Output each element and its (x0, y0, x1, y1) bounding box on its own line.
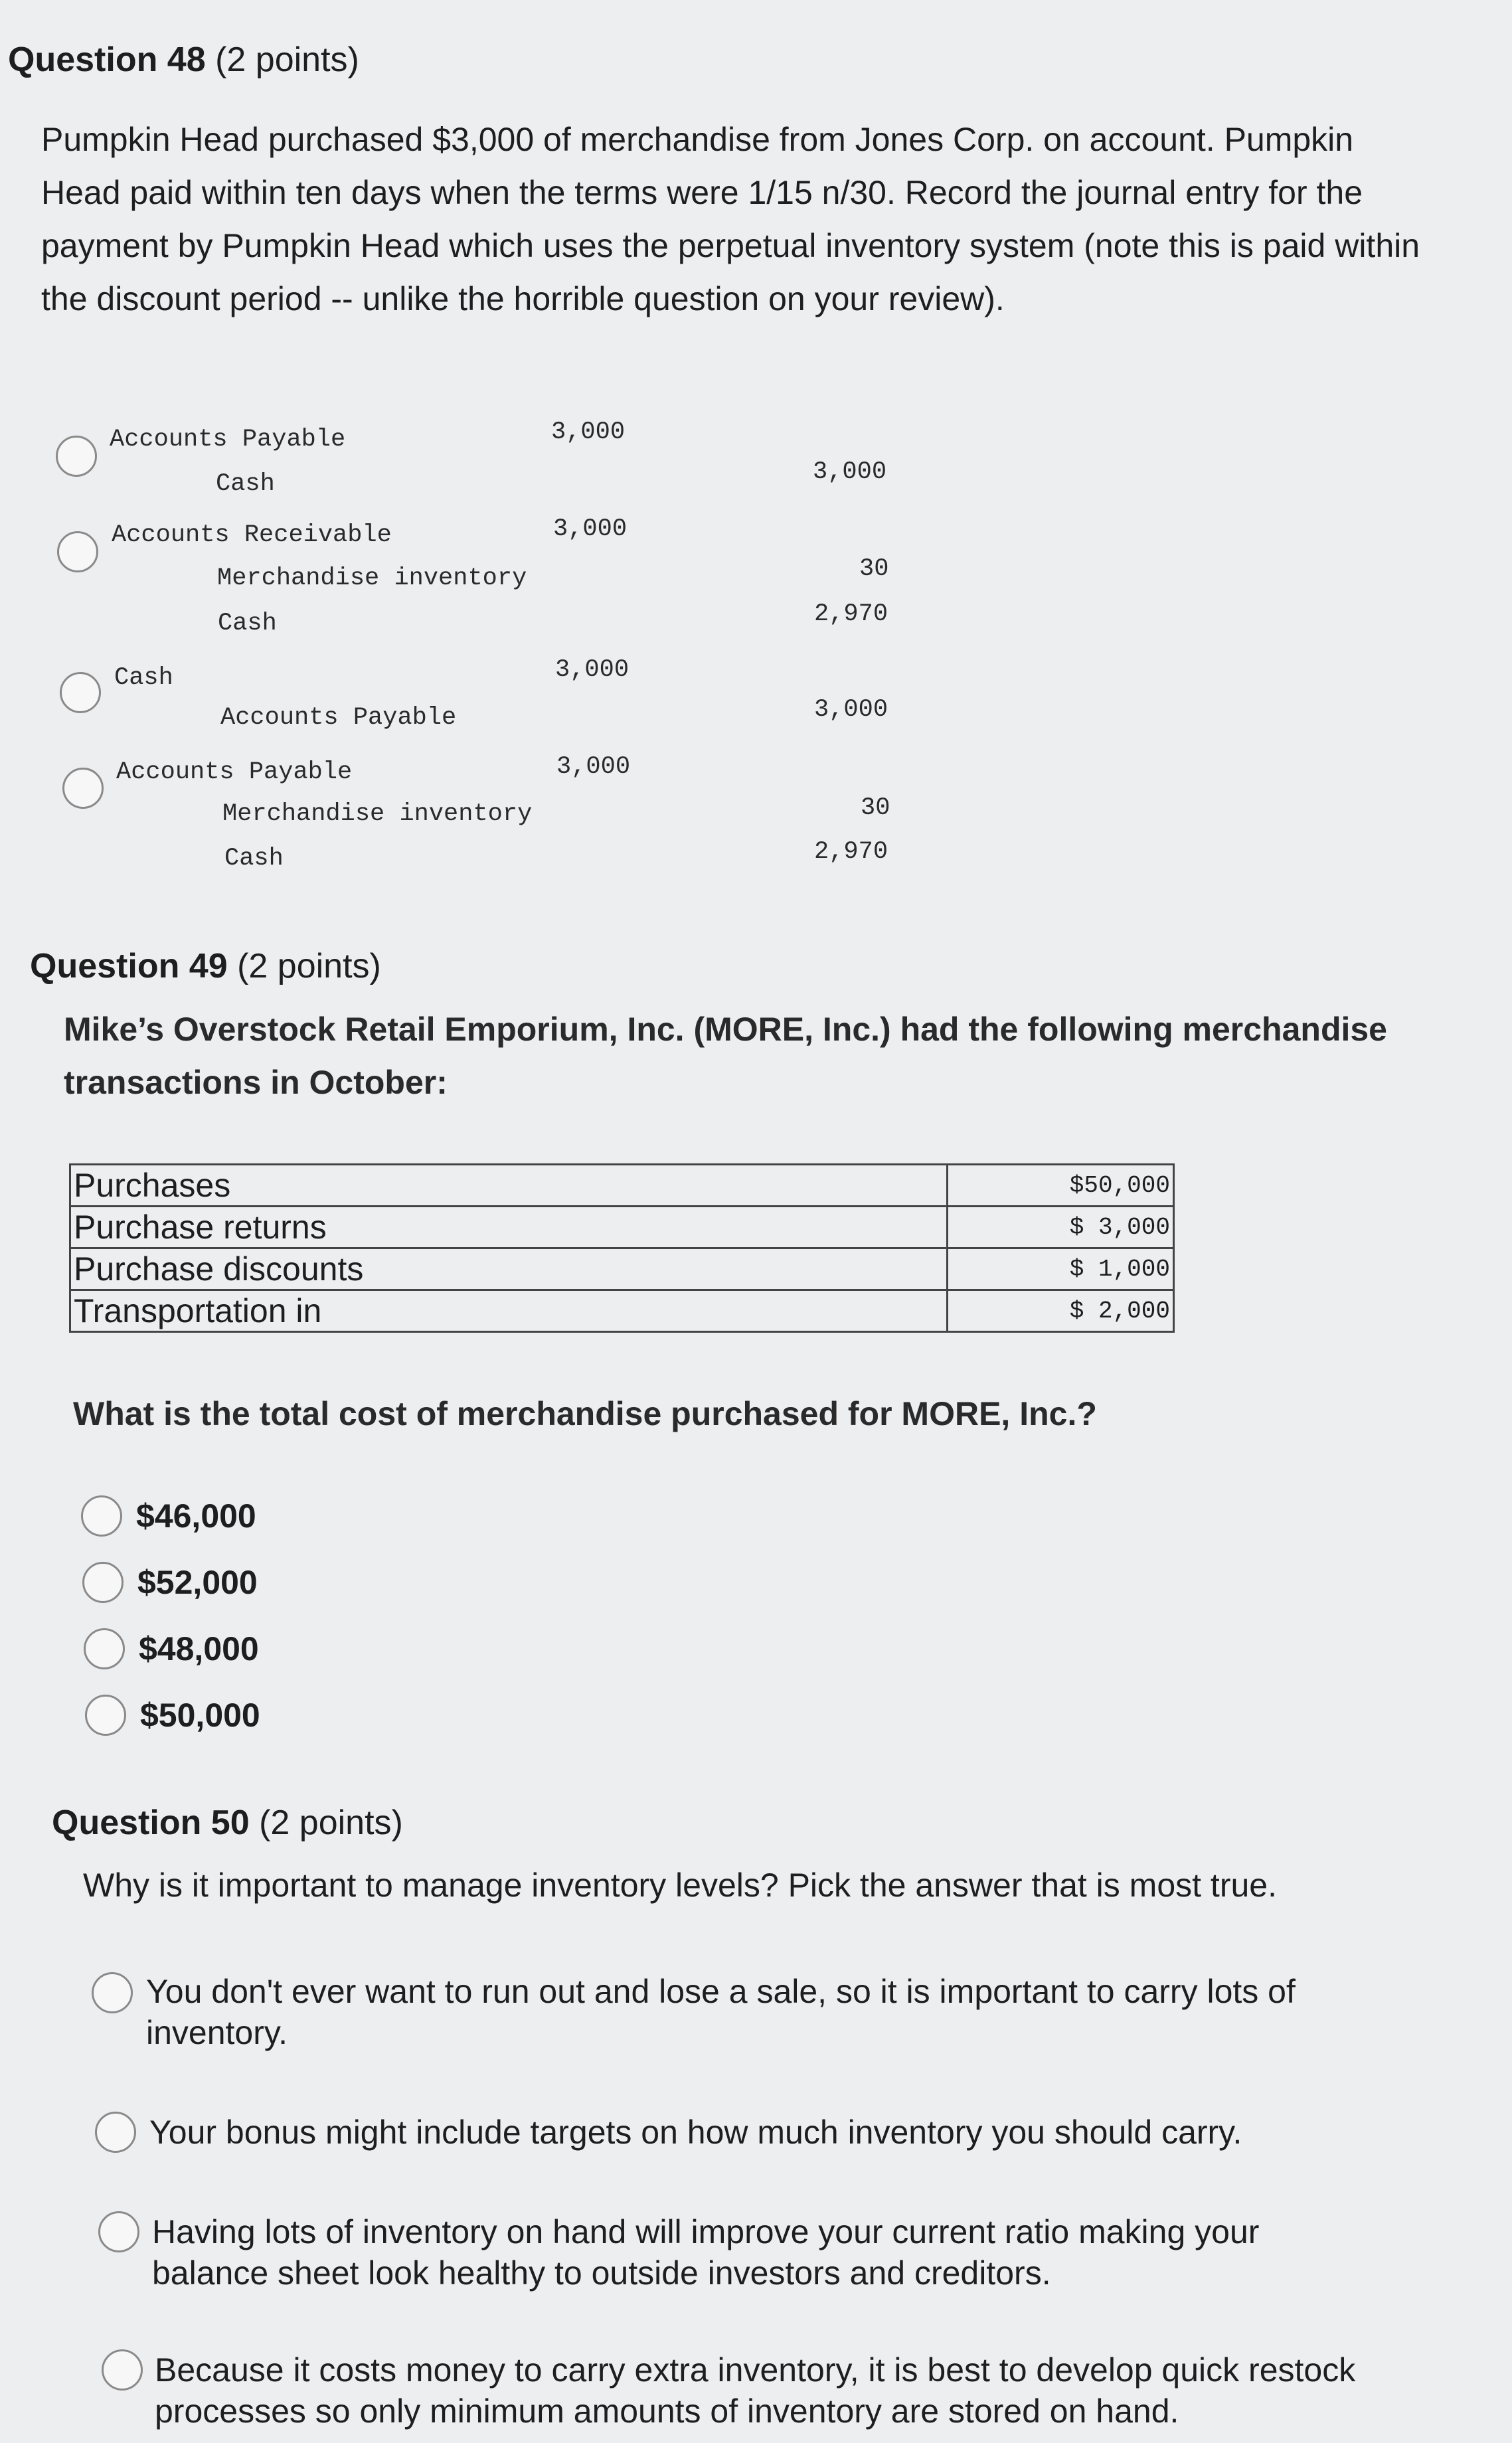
q49-number: Question 49 (30, 947, 228, 985)
table-cell-value: $ 2,000 (948, 1290, 1174, 1332)
account-name: Cash (216, 470, 275, 498)
transactions-table (69, 1163, 1175, 1333)
radio-button[interactable] (62, 768, 104, 809)
q48-number: Question 48 (8, 41, 206, 79)
radio-button[interactable] (102, 2349, 143, 2391)
radio-button[interactable] (57, 531, 98, 572)
option-label: Because it costs money to carry extra inventory, it is best to develop quick restock processes so only minimum amounts of inventory are stored on hand. (155, 2351, 1356, 2430)
table-row (70, 1207, 1174, 1248)
credit-amount: 30 (859, 555, 889, 583)
debit-amount: 3,000 (556, 753, 631, 781)
table-cell-value: $ 3,000 (948, 1207, 1174, 1248)
account-name: Merchandise inventory (217, 564, 527, 592)
option-label: Having lots of inventory on hand will improve your current ratio making your balance sheet look healthy to outside investors and creditors. (152, 2213, 1260, 2292)
q49-prompt: Mike’s Overstock Retail Emporium, Inc. (MORE, Inc.) had the following merchandise transactions in October: (64, 1011, 1387, 1101)
account-name: Accounts Receivable (112, 521, 392, 549)
q49-question: What is the total cost of merchandise purchased for MORE, Inc.? (73, 1395, 1097, 1432)
radio-button[interactable] (60, 672, 101, 713)
radio-button[interactable] (98, 2211, 139, 2252)
option-label: $50,000 (140, 1697, 260, 1734)
table-row (70, 1248, 1174, 1290)
account-name: Accounts Payable (116, 758, 353, 786)
table-cell-label: Transportation in (70, 1290, 948, 1332)
radio-button[interactable] (81, 1495, 122, 1537)
option-label: Your bonus might include targets on how much inventory you should carry. (149, 2114, 1242, 2151)
table-cell-label: Purchase returns (70, 1207, 948, 1248)
radio-button[interactable] (92, 1972, 133, 2013)
radio-button[interactable] (85, 1695, 126, 1736)
account-name: Cash (224, 845, 284, 873)
radio-button[interactable] (56, 436, 97, 477)
table-row (70, 1290, 1174, 1332)
option-label: $48,000 (139, 1630, 259, 1667)
account-name: Accounts Payable (220, 704, 457, 732)
credit-amount: 30 (861, 794, 890, 822)
q49-points: (2 points) (237, 947, 381, 985)
table-cell-value: $ 1,000 (948, 1248, 1174, 1290)
account-name: Accounts Payable (110, 426, 346, 454)
account-name: Cash (114, 664, 173, 692)
q50-title (52, 1803, 403, 1843)
q48-points: (2 points) (215, 41, 359, 79)
q50-points: (2 points) (259, 1804, 403, 1842)
table-row (70, 1165, 1174, 1207)
q48-title (8, 40, 359, 80)
radio-button[interactable] (84, 1628, 125, 1669)
radio-button[interactable] (95, 2112, 136, 2153)
debit-amount: 3,000 (551, 418, 626, 446)
credit-amount: 3,000 (814, 696, 888, 724)
credit-amount: 3,000 (813, 458, 887, 486)
debit-amount: 3,000 (553, 515, 628, 543)
table-cell-label: Purchases (70, 1165, 948, 1207)
q48-prompt: Pumpkin Head purchased $3,000 of merchandise from Jones Corp. on account. Pumpkin Head paid within ten days when the terms were 1/15 n/30. Record the journal entry for the payment by Pumpkin Head which uses the perpetual inventory system (note this is paid within the discount period -- unlike the horrible question on your review). (41, 121, 1420, 317)
account-name: Cash (218, 610, 277, 637)
option-label: You don't ever want to run out and lose a sale, so it is important to carry lots of inventory. (146, 1973, 1296, 2051)
q49-title (30, 946, 381, 986)
option-label: $52,000 (137, 1564, 258, 1601)
q50-prompt: Why is it important to manage inventory levels? Pick the answer that is most true. (83, 1867, 1277, 1904)
debit-amount: 3,000 (555, 656, 630, 684)
table-cell-label: Purchase discounts (70, 1248, 948, 1290)
table-cell-value: $50,000 (948, 1165, 1174, 1207)
credit-amount: 2,970 (814, 600, 888, 628)
account-name: Merchandise inventory (222, 800, 533, 828)
option-label: $46,000 (136, 1497, 256, 1535)
credit-amount: 2,970 (814, 838, 888, 866)
radio-button[interactable] (82, 1562, 124, 1603)
q50-number: Question 50 (52, 1804, 250, 1842)
